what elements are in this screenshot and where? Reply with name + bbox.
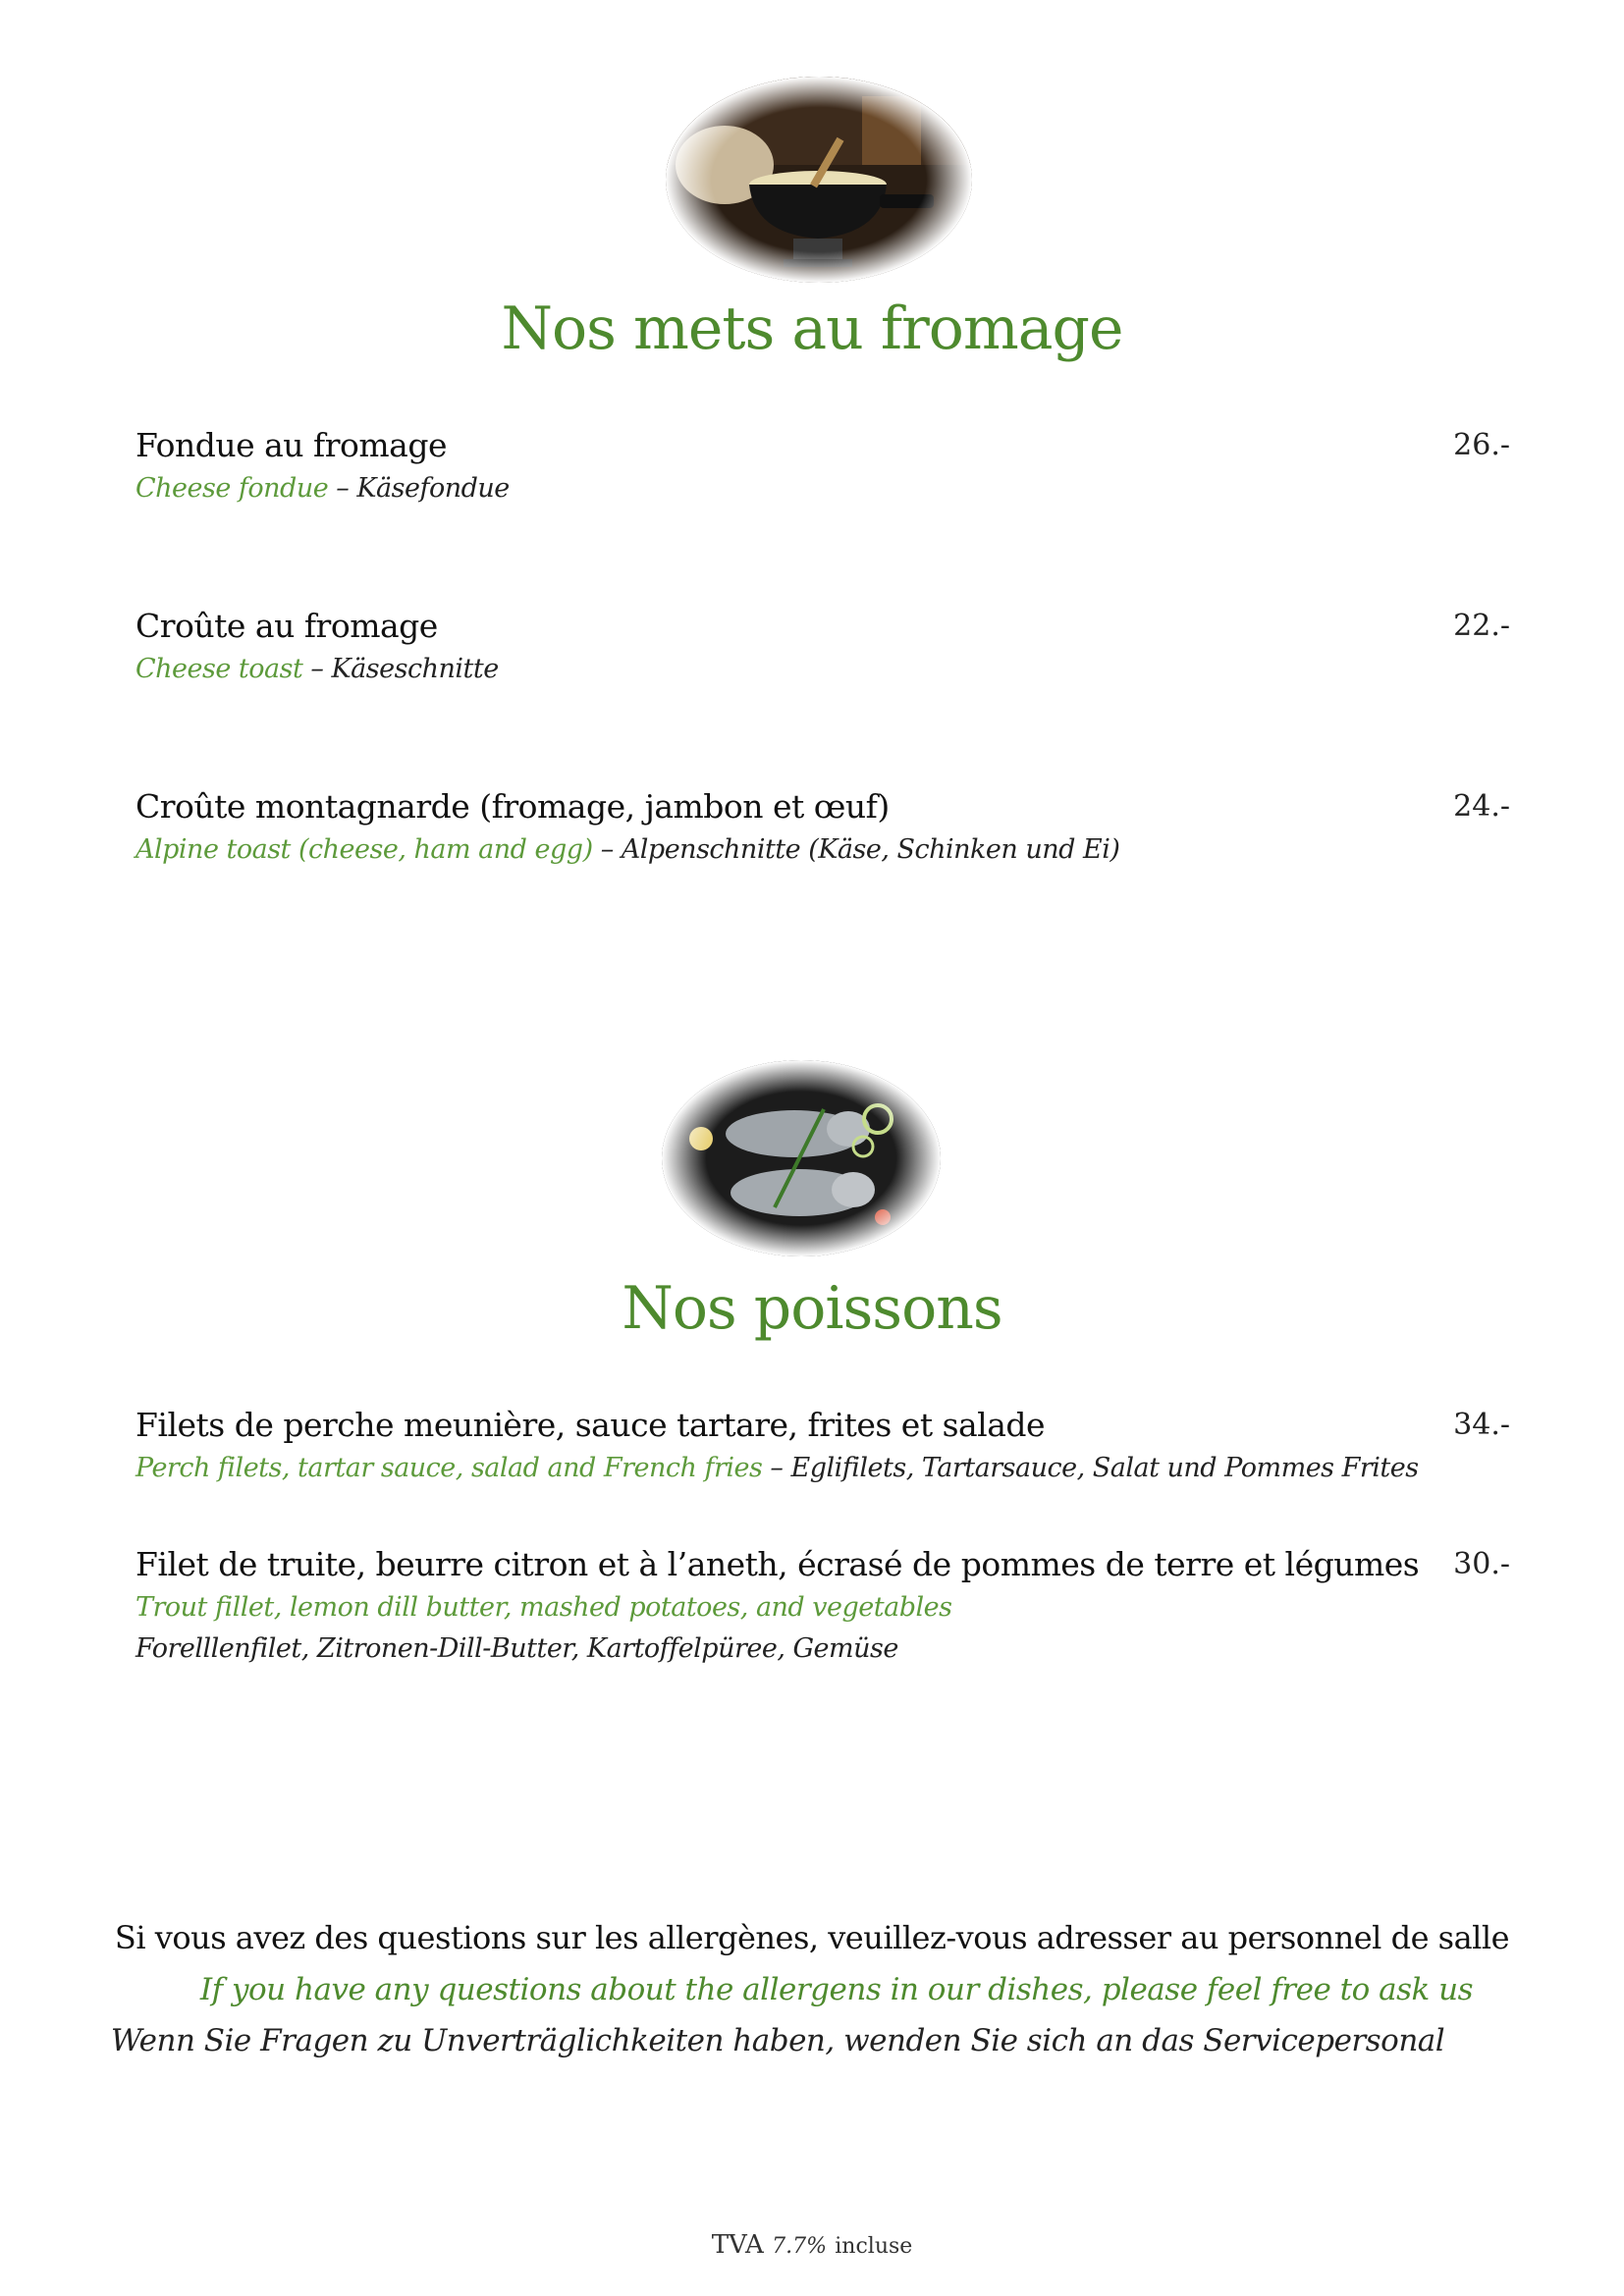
dish-fondue: Fondue au fromage 26.- Cheese fondue – Käsefondue: [135, 426, 1510, 504]
dish-price: 24.-: [1453, 789, 1510, 824]
dish-price: 26.-: [1453, 428, 1510, 462]
dish-name: Croûte montagnarde: [135, 787, 470, 826]
dish-german: Forelllenfilet, Zitronen-Dill-Butter, Kartoffelpüree, Gemüse: [135, 1633, 898, 1664]
dish-german: Käsefondue: [356, 473, 510, 504]
dish-croute-montagnarde: Croûte montagnarde (fromage, jambon et œuf) 24.- Alpine toast (cheese, ham and egg) – Alpenschnitte (Käse, Schinken und Ei): [135, 787, 1510, 865]
allergen-note-en: If you have any questions about the allergens in our dishes, please feel free to ask us: [199, 1972, 1474, 2007]
fish-photo: [662, 1060, 941, 1256]
dish-name: Croûte au fromage: [135, 607, 438, 645]
dish-price: 30.-: [1453, 1547, 1510, 1581]
allergen-note-de: Wenn Sie Fragen zu Unverträglichkeiten haben, wenden Sie sich an das Servicepersonal: [110, 2023, 1445, 2058]
dish-name: Filets de perche meunière, sauce tartare, frites et salade: [135, 1406, 1046, 1444]
dish-ingredients: (fromage, jambon et œuf): [469, 787, 890, 826]
vat-footer: [0, 2230, 1624, 2260]
dish-english: Alpine toast (cheese, ham and egg): [135, 834, 593, 865]
section-title-cheese: Nos mets au fromage: [501, 294, 1123, 363]
dish-english: Cheese fondue: [135, 473, 329, 504]
dish-price: 22.-: [1453, 609, 1510, 643]
vat-rate: 7.7%: [772, 2234, 827, 2259]
dish-english: Trout fillet, lemon dill butter, mashed potatoes, and vegetables: [135, 1592, 952, 1623]
dish-croute-fromage: Croûte au fromage 22.- Cheese toast – Käseschnitte: [135, 607, 1510, 684]
allergen-note-fr: Si vous avez des questions sur les allergènes, veuillez-vous adresser au personnel de salle: [114, 1919, 1510, 1956]
dish-english: Cheese toast: [135, 654, 303, 684]
dish-price: 34.-: [1453, 1408, 1510, 1442]
fondue-photo: [666, 77, 972, 283]
vat-suffix: incluse: [835, 2234, 913, 2259]
dish-german: Alpenschnitte (Käse, Schinken und Ei): [621, 834, 1120, 865]
vat-label: TVA: [711, 2230, 764, 2260]
dish-english: Perch filets, tartar sauce, salad and French fries: [135, 1453, 763, 1483]
dish-name: Fondue au fromage: [135, 426, 448, 464]
dish-name: Filet de truite, beurre citron et à l’aneth, écrasé de pommes de terre et légumes: [135, 1545, 1420, 1583]
dish-trout: [135, 1543, 1510, 1671]
section-title-fish: Nos poissons: [622, 1274, 1002, 1343]
dish-perch: Filets de perche meunière, sauce tartare, frites et salade 34.- Perch filets, tartar sauce, salad and French fries – Eglifilets, Tartarsauce, Salat und Pommes Frites: [135, 1406, 1510, 1483]
dish-german: Eglifilets, Tartarsauce, Salat und Pommes Frites: [790, 1453, 1419, 1483]
dish-german: Käseschnitte: [331, 654, 499, 684]
